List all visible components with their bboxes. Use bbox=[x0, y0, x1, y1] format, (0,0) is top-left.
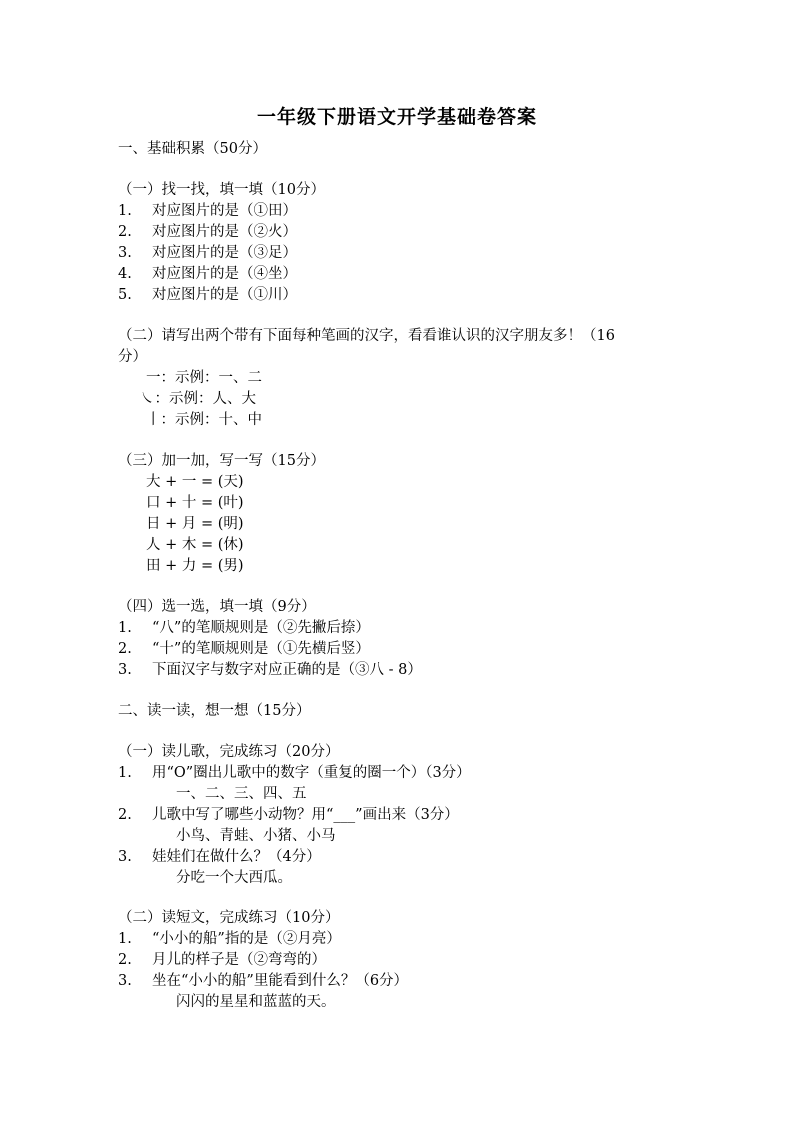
item-text: 对应图片的是（②火） bbox=[152, 224, 297, 240]
part2-s1-heading: （一）读儿歌，完成练习（20分） bbox=[118, 744, 340, 760]
part1-heading: 一、基础积累（50分） bbox=[118, 141, 267, 157]
addition-item: 人 + 木 = (休) bbox=[146, 537, 244, 553]
item-text: 月儿的样子是（②弯弯的） bbox=[152, 952, 326, 968]
item-number: 3. bbox=[118, 245, 132, 261]
item-text: 娃娃们在做什么？（4分） bbox=[152, 849, 321, 865]
item-number: 2. bbox=[118, 952, 132, 968]
item-text: 对应图片的是（①田） bbox=[152, 203, 297, 219]
item-number: 1. bbox=[118, 620, 132, 636]
item-number: 1. bbox=[118, 765, 132, 781]
item-number: 3. bbox=[118, 973, 132, 989]
item-text: “十”的笔顺规则是（①先横后竖） bbox=[152, 641, 370, 657]
addition-item: 口 + 十 = (叶) bbox=[146, 495, 244, 511]
item-number: 3. bbox=[118, 849, 132, 865]
part1-s1-heading: （一）找一找，填一填（10分） bbox=[118, 182, 325, 198]
item-number: 3. bbox=[118, 662, 132, 678]
item-answer: 分吃一个大西瓜。 bbox=[176, 870, 292, 886]
item-number: 2. bbox=[118, 641, 132, 657]
item-answer: 闪闪的星星和蓝蓝的天。 bbox=[176, 994, 336, 1010]
item-answer: 小鸟、青蛙、小猪、小马 bbox=[176, 828, 336, 844]
part2-s2-heading: （二）读短文，完成练习（10分） bbox=[118, 910, 340, 926]
item-number: 1. bbox=[118, 931, 132, 947]
addition-item: 大 + 一 = (天) bbox=[146, 474, 244, 490]
item-text: “八”的笔顺规则是（②先撇后捺） bbox=[152, 620, 370, 636]
item-text: 对应图片的是（①川） bbox=[152, 287, 297, 303]
part1-s2-heading-line2: 分） bbox=[118, 349, 147, 365]
addition-item: 日 + 月 = (明) bbox=[146, 516, 244, 532]
item-text: 用“O”圈出儿歌中的数字（重复的圈一个）（3分） bbox=[152, 765, 471, 781]
addition-item: 田 + 力 = (男) bbox=[146, 558, 244, 574]
item-text: 坐在“小小的船”里能看到什么？（6分） bbox=[152, 973, 409, 989]
item-text: 对应图片的是（④坐） bbox=[152, 266, 297, 282]
item-text: 对应图片的是（③足） bbox=[152, 245, 297, 261]
stroke-example: 一：示例：一、二 bbox=[146, 370, 262, 386]
item-text: “小小的船”指的是（②月亮） bbox=[152, 931, 341, 947]
part1-s2-heading-line1: （二）请写出两个带有下面每种笔画的汉字，看看谁认识的汉字朋友多！（16 bbox=[118, 328, 615, 344]
item-number: 1. bbox=[118, 203, 132, 219]
item-text: 下面汉字与数字对应正确的是（③八 - 8） bbox=[152, 662, 422, 678]
stroke-example: 丨：示例：十、中 bbox=[146, 412, 262, 428]
page-title: 一年级下册语文开学基础卷答案 bbox=[256, 106, 537, 128]
item-answer: 一、二、三、四、五 bbox=[176, 786, 307, 802]
part1-s4-heading: （四）选一选，填一填（9分） bbox=[118, 599, 316, 615]
item-number: 4. bbox=[118, 266, 132, 282]
item-number: 2. bbox=[118, 224, 132, 240]
item-number: 5. bbox=[118, 287, 132, 303]
item-text: 儿歌中写了哪些小动物？用“___”画出来（3分） bbox=[152, 807, 459, 823]
part2-heading: 二、读一读，想一想（15分） bbox=[118, 703, 311, 719]
part1-s3-heading: （三）加一加，写一写（15分） bbox=[118, 453, 325, 469]
stroke-example: ㇏：示例：人、大 bbox=[140, 391, 256, 407]
item-number: 2. bbox=[118, 807, 132, 823]
